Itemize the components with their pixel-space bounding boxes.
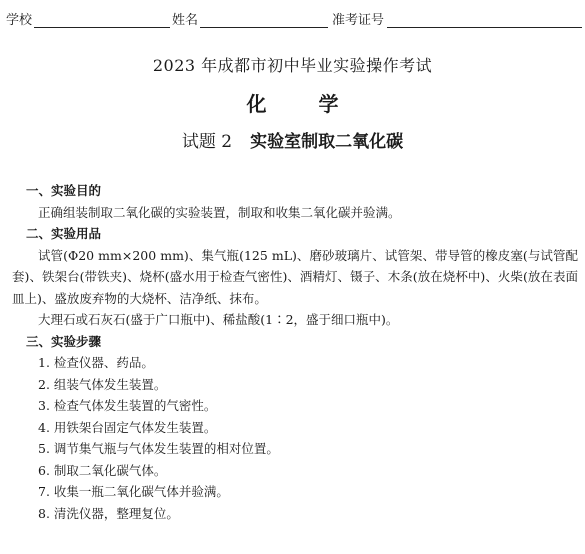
step-item: 5. 调节集气瓶与气体发生装置的相对位置。: [38, 441, 279, 456]
ticket-number-blank[interactable]: [387, 27, 582, 28]
materials-text-2: 大理石或石灰石(盛于广口瓶中)、稀盐酸(1∶2，盛于细口瓶中)。: [38, 312, 399, 327]
steps-heading: 三、实验步骤: [26, 333, 102, 349]
test-number: 试题 2: [181, 132, 233, 152]
step-item: 8. 清洗仪器，整理复位。: [38, 505, 179, 521]
purpose-heading: 一、实验目的: [26, 183, 102, 198]
ticket-number-label: 准考证号: [332, 13, 385, 28]
document-body: [12, 180, 578, 524]
subject-title: [0, 91, 585, 117]
test-name: 实验室制取二氧化碳: [250, 132, 404, 152]
step-item: 7. 收集一瓶二氧化碳气体并验满。: [38, 484, 229, 499]
school-label: 学校: [6, 13, 33, 28]
candidate-info-line: [6, 10, 582, 32]
subject-char-1: 化: [246, 92, 267, 116]
name-blank[interactable]: [200, 27, 328, 28]
school-blank[interactable]: [34, 27, 170, 28]
step-item: 3. 检查气体发生装置的气密性。: [38, 398, 217, 413]
name-label: 姓名: [172, 13, 199, 28]
exam-title: 2023 年成都市初中毕业实验操作考试: [152, 56, 433, 75]
subject-char-2: 学: [318, 92, 339, 116]
step-item: 2. 组装气体发生装置。: [38, 376, 167, 392]
materials-heading: 二、实验用品: [26, 226, 102, 241]
step-item: 6. 制取二氧化碳气体。: [38, 462, 167, 478]
purpose-text: 正确组装制取二氧化碳的实验装置，制取和收集二氧化碳并验满。: [38, 204, 401, 220]
step-item: 1. 检查仪器、药品。: [38, 355, 154, 370]
test-title: [0, 130, 585, 154]
materials-text-1: 试管(Φ20 mm×200 mm)、集气瓶(125 mL)、磨砂玻璃片、试管架、带导管的橡皮塞(与试管配套)、铁架台(带铁夹)、烧杯(盛水用于检查气密性)、酒精灯、镊子、木条(放在烧杯中)、火柴(放在表面皿上)、盛放废弃物的大烧杯、洁净纸、抹布。: [12, 247, 578, 306]
step-item: 4. 用铁架台固定气体发生装置。: [38, 419, 217, 435]
